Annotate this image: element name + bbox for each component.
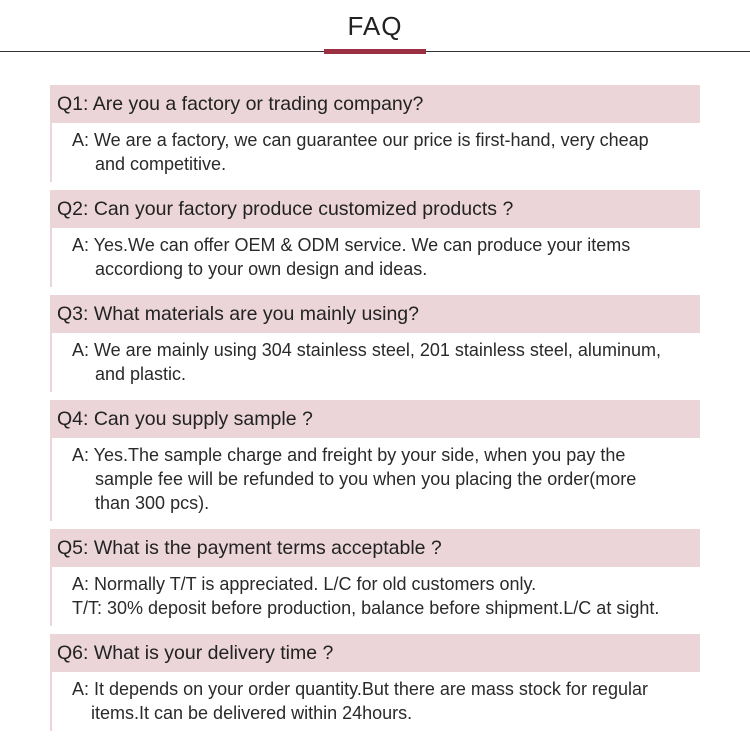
- answer-line: A: We are mainly using 304 stainless steel, 201 stainless steel, aluminum,: [72, 340, 661, 360]
- answer-block: [50, 567, 700, 626]
- question-text: Q6: What is your delivery time ?: [57, 641, 334, 664]
- question-bar: [50, 400, 700, 438]
- faq-item: [50, 190, 700, 287]
- faq-item: [50, 85, 700, 182]
- question-text: Q1: Are you a factory or trading company?: [57, 92, 424, 115]
- question-text: Q2: Can your factory produce customized products ?: [57, 197, 514, 220]
- answer-line: and plastic.: [95, 364, 187, 384]
- question-bar: [50, 85, 700, 123]
- answer-line: A: We are a factory, we can guarantee our price is first-hand, very cheap: [72, 130, 649, 150]
- answer-line: T/T: 30% deposit before production, balance before shipment.L/C at sight.: [72, 598, 660, 618]
- answer-block: [50, 228, 700, 287]
- answer-line: accordiong to your own design and ideas.: [95, 259, 428, 279]
- question-text: Q5: What is the payment terms acceptable ?: [57, 536, 442, 559]
- question-text: Q3: What materials are you mainly using?: [57, 302, 419, 325]
- answer-line: and competitive.: [95, 154, 227, 174]
- title-accent-bar: [324, 49, 426, 54]
- answer-line: A: Yes.We can offer OEM & ODM service. We can produce your items: [72, 235, 631, 255]
- question-text: Q4: Can you supply sample ?: [57, 407, 313, 430]
- answer-block: [50, 672, 700, 731]
- answer-block: [50, 438, 700, 521]
- answer-block: [50, 123, 700, 182]
- question-bar: [50, 634, 700, 672]
- answer-line: than 300 pcs).: [95, 493, 210, 513]
- answer-block: [50, 333, 700, 392]
- faq-item: [50, 295, 700, 392]
- answer-line: sample fee will be refunded to you when you placing the order(more: [95, 469, 637, 489]
- page-title: FAQ: [347, 11, 403, 41]
- faq-item: [50, 634, 700, 731]
- answer-line: A: Yes.The sample charge and freight by your side, when you pay the: [72, 445, 626, 465]
- answer-line: items.It can be delivered within 24hours.: [91, 703, 413, 723]
- faq-item: [50, 400, 700, 521]
- faq-item: [50, 529, 700, 626]
- faq-header: [0, 0, 750, 60]
- question-bar: [50, 529, 700, 567]
- question-bar: [50, 190, 700, 228]
- answer-line: A: Normally T/T is appreciated. L/C for old customers only.: [72, 574, 537, 594]
- answer-line: A: It depends on your order quantity.But there are mass stock for regular: [72, 679, 648, 699]
- question-bar: [50, 295, 700, 333]
